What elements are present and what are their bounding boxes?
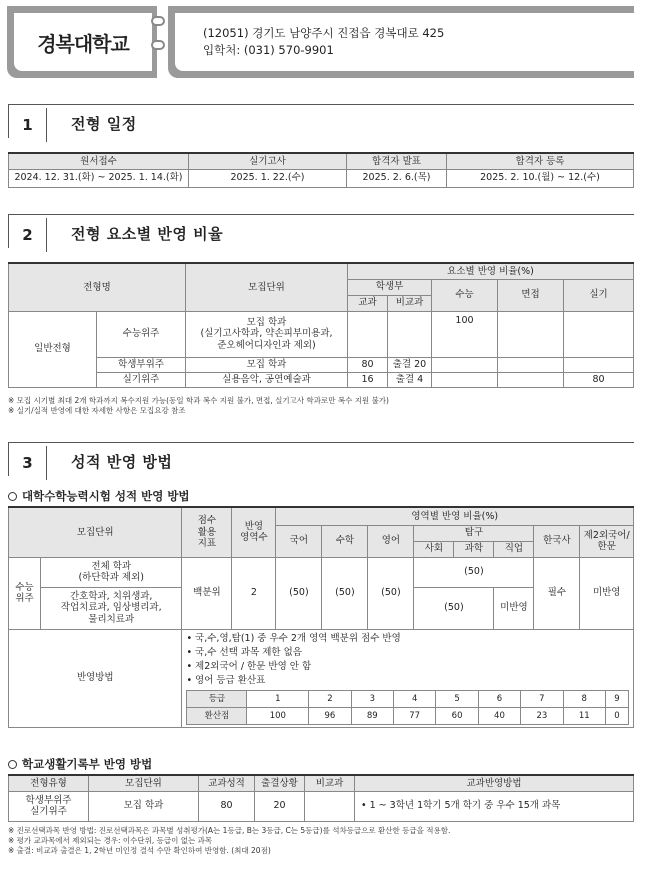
record-subhead <box>8 756 152 772</box>
csat-header-foreign: 제2외국어/ 한문 <box>580 525 634 557</box>
ratio-row-unit: 모집 학과 (실기고사학과, 약손피부미용과, 준오헤어디자인과 제외) <box>186 311 348 357</box>
csat-english: (50) <box>368 557 414 629</box>
section-title: 성적 반영 방법 <box>71 453 173 471</box>
phone: 입학처: (031) 570-9901 <box>203 43 334 57</box>
method-line: • 영어 등급 환산표 <box>186 674 266 686</box>
ratio-row-practical <box>564 357 634 372</box>
section-header-ratio <box>8 214 634 248</box>
grade-cell: 1 <box>247 690 309 707</box>
score-cell: 0 <box>605 707 628 724</box>
record-method: • 1 ~ 3학년 1학기 5개 학기 중 우수 15개 과목 <box>355 791 634 821</box>
csat-subhead-text: 대학수학능력시험 성적 반영 방법 <box>22 489 190 503</box>
record-attendance: 20 <box>255 791 305 821</box>
ratio-row-type: 수능위주 <box>97 311 186 357</box>
csat-foreign: 미반영 <box>580 557 634 629</box>
record-type: 학생부위주 실기위주 <box>9 791 89 821</box>
schedule-header: 합격자 발표 <box>347 153 447 169</box>
record-table <box>8 774 634 822</box>
score-cell: 40 <box>478 707 520 724</box>
section-number: 1 <box>9 108 47 142</box>
score-cell: 60 <box>436 707 478 724</box>
score-cell: 77 <box>393 707 435 724</box>
csat-history: 필수 <box>534 557 580 629</box>
record-subject: 80 <box>199 791 255 821</box>
ratio-header-noncourse: 비교과 <box>388 295 432 311</box>
ratio-row-csat <box>432 357 498 372</box>
csat-header-score: 점수 활용 지표 <box>182 507 232 557</box>
note-line: ※ 평가 교과목에서 제외되는 경우: 이수단위, 등급이 없는 과목 <box>8 836 213 845</box>
ratio-table <box>8 262 634 388</box>
ratio-header-unit: 모집단위 <box>186 263 348 311</box>
csat-header-math: 수학 <box>322 525 368 557</box>
csat-header-english: 영어 <box>368 525 414 557</box>
record-unit: 모집 학과 <box>89 791 199 821</box>
section-header-schedule <box>8 104 634 138</box>
schedule-value: 2025. 1. 22.(수) <box>189 169 347 187</box>
csat-header-area-ratio: 영역별 반영 비율(%) <box>276 507 634 525</box>
schedule-header: 합격자 등록 <box>447 153 634 169</box>
schedule-header: 실기고사 <box>189 153 347 169</box>
ratio-row-practical <box>564 311 634 357</box>
csat-inquiry: (50) <box>414 557 534 587</box>
csat-header-unit: 모집단위 <box>9 507 182 557</box>
csat-unit: 간호학과, 치위생과, 작업치료과, 임상병리과, 물리치료과 <box>41 587 182 629</box>
csat-header-social: 사회 <box>414 541 454 557</box>
csat-header-inquiry: 탐구 <box>414 525 534 541</box>
grade-cell: 8 <box>563 690 605 707</box>
method-line: • 제2외국어 / 한문 반영 안 함 <box>186 660 312 672</box>
grade-cell: 4 <box>393 690 435 707</box>
grade-label: 등급 <box>187 690 247 707</box>
csat-methods <box>182 629 634 727</box>
grade-cell: 7 <box>521 690 563 707</box>
ratio-row-subject: 80 <box>348 357 388 372</box>
ratio-row-subject <box>348 311 388 357</box>
schedule-value: 2025. 2. 10.(월) ~ 12.(수) <box>447 169 634 187</box>
grade-cell: 9 <box>605 690 628 707</box>
ratio-header-record: 학생부 <box>348 279 432 295</box>
section-header-scores <box>8 442 634 476</box>
score-cell: 96 <box>309 707 351 724</box>
ratio-row-csat: 100 <box>432 311 498 357</box>
record-notes <box>8 826 450 856</box>
circle-bullet-icon <box>8 492 17 501</box>
method-line: • 국,수 선택 과목 제한 없음 <box>186 646 302 658</box>
university-name-box <box>7 6 157 78</box>
score-label: 환산점 <box>187 707 247 724</box>
ratio-row-noncourse: 출결 20 <box>388 357 432 372</box>
method-line: • 국,수,영,탐(1) 중 우수 2개 영역 백분위 점수 반영 <box>186 632 401 644</box>
record-subhead-text: 학교생활기록부 반영 방법 <box>22 757 153 771</box>
grade-cell: 2 <box>309 690 351 707</box>
score-cell: 23 <box>521 707 563 724</box>
ratio-row-interview <box>498 372 564 387</box>
ratio-header-interview: 면접 <box>498 279 564 311</box>
csat-inquiry: (50) <box>414 587 494 629</box>
csat-header-korean: 국어 <box>276 525 322 557</box>
record-header: 모집단위 <box>89 775 199 791</box>
schedule-header: 원서접수 <box>9 153 189 169</box>
csat-table <box>8 506 634 728</box>
ratio-header-csat: 수능 <box>432 279 498 311</box>
section-title: 전형 요소별 반영 비율 <box>71 225 224 243</box>
grade-cell: 6 <box>478 690 520 707</box>
score-cell: 89 <box>351 707 393 724</box>
ratio-row-noncourse <box>388 311 432 357</box>
record-header: 교과반영방법 <box>355 775 634 791</box>
ratio-header-ratio: 요소별 반영 비율(%) <box>348 263 634 279</box>
score-cell: 100 <box>247 707 309 724</box>
ratio-row-unit: 모집 학과 <box>186 357 348 372</box>
ratio-notes <box>8 396 389 416</box>
ratio-row-unit: 실용음악, 공연예술과 <box>186 372 348 387</box>
section-number: 2 <box>9 218 47 252</box>
note-line: ※ 모집 시기별 최대 2개 학과까지 복수지원 가능(동일 학과 복수 지원 불가, 면접, 실기고사 학과로만 복수 지원 불가) <box>8 396 389 405</box>
csat-areas: 2 <box>232 557 276 629</box>
schedule-value: 2025. 2. 6.(목) <box>347 169 447 187</box>
csat-header-science: 과학 <box>454 541 494 557</box>
contact-box <box>168 6 634 78</box>
score-cell: 11 <box>563 707 605 724</box>
csat-math: (50) <box>322 557 368 629</box>
record-noncourse <box>305 791 355 821</box>
ratio-header-practical: 실기 <box>564 279 634 311</box>
record-header: 비교과 <box>305 775 355 791</box>
schedule-value: 2024. 12. 31.(화) ~ 2025. 1. 14.(화) <box>9 169 189 187</box>
ratio-header-subject: 교과 <box>348 295 388 311</box>
csat-method-label: 반영방법 <box>9 629 182 727</box>
ratio-row-subject: 16 <box>348 372 388 387</box>
csat-unit: 전체 학과 (하단학과 제외) <box>41 557 182 587</box>
binder-ring-icon <box>151 16 165 26</box>
circle-bullet-icon <box>8 760 17 769</box>
csat-type: 수능 위주 <box>9 557 41 629</box>
note-line: ※ 진로선택과목 반영 방법: 진로선택과목은 과목별 성취평가(A는 1등급, B는 3등급, C는 5등급)를 석차등급으로 환산한 등급을 적용함. <box>8 826 451 835</box>
ratio-row-noncourse: 출결 4 <box>388 372 432 387</box>
record-header: 출결상황 <box>255 775 305 791</box>
csat-header-vocational: 직업 <box>494 541 534 557</box>
grade-cell: 3 <box>351 690 393 707</box>
csat-header-history: 한국사 <box>534 525 580 557</box>
note-line: ※ 출결: 비교과 출결은 1, 2학년 미인정 결석 수만 확인하여 반영함. (최대 20점) <box>8 846 271 855</box>
record-header: 전형유형 <box>9 775 89 791</box>
address: (12051) 경기도 남양주시 진접읍 경복대로 425 <box>203 26 445 40</box>
csat-vocational: 미반영 <box>494 587 534 629</box>
grade-cell: 5 <box>436 690 478 707</box>
section-title: 전형 일정 <box>71 115 137 133</box>
section-number: 3 <box>9 446 47 480</box>
record-header: 교과성적 <box>199 775 255 791</box>
ratio-row-csat <box>432 372 498 387</box>
binder-ring-icon <box>151 40 165 50</box>
ratio-row-type: 실기위주 <box>97 372 186 387</box>
university-name: 경복대학교 <box>37 31 129 56</box>
csat-header-areas: 반영 영역수 <box>232 507 276 557</box>
ratio-header-type: 전형명 <box>9 263 186 311</box>
ratio-row-interview <box>498 311 564 357</box>
note-line: ※ 실기/실적 반영에 대한 자세한 사항은 모집요강 참조 <box>8 406 186 415</box>
csat-korean: (50) <box>276 557 322 629</box>
ratio-row-type: 학생부위주 <box>97 357 186 372</box>
csat-score: 백분위 <box>182 557 232 629</box>
schedule-table <box>8 152 634 188</box>
ratio-row-practical: 80 <box>564 372 634 387</box>
ratio-row-interview <box>498 357 564 372</box>
csat-subhead <box>8 488 190 504</box>
english-grade-table <box>186 690 629 725</box>
ratio-general: 일반전형 <box>9 311 97 387</box>
